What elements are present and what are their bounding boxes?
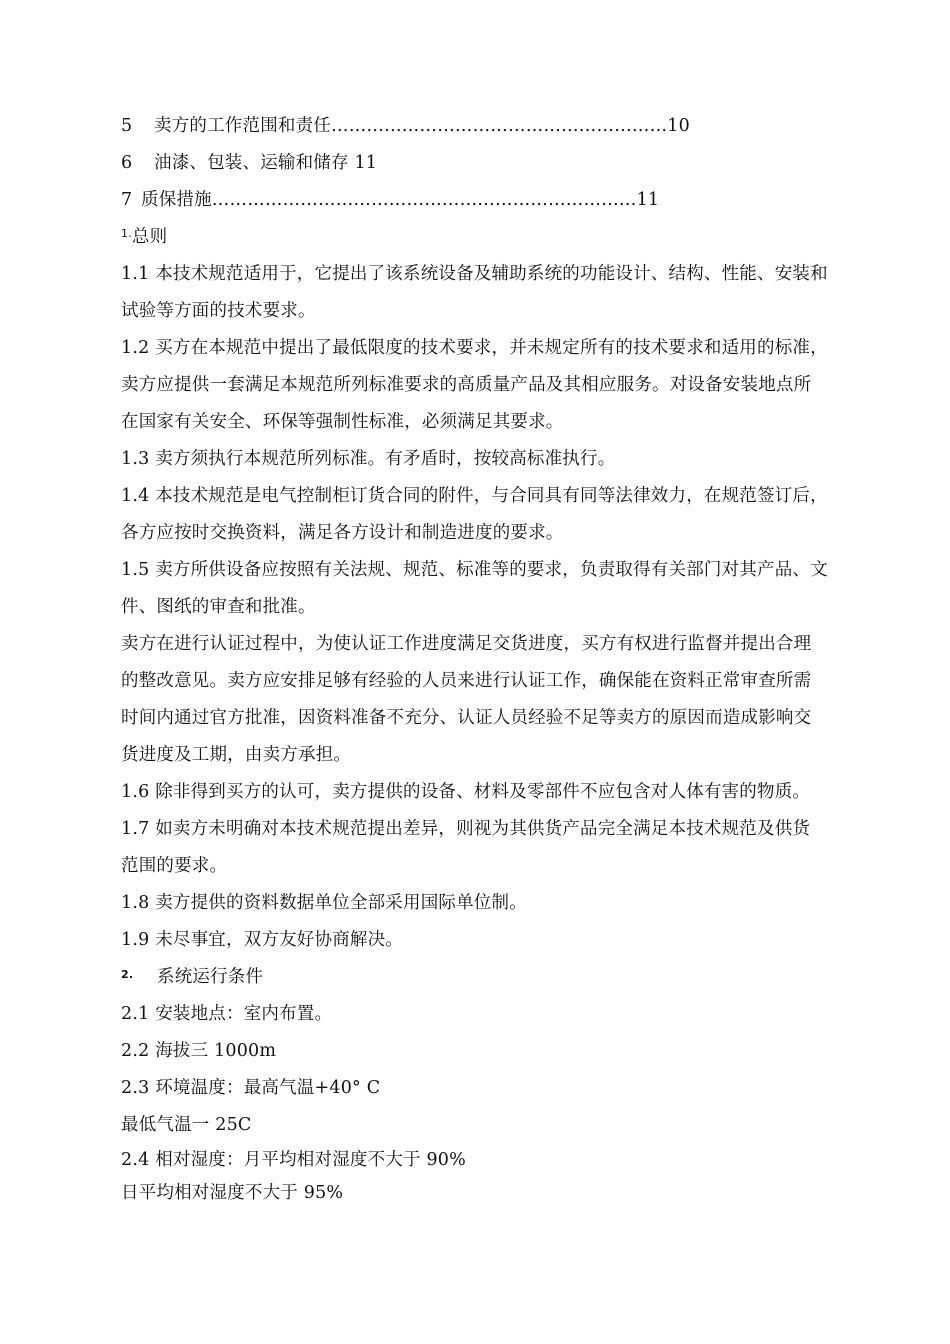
section-title: 系统运行条件 <box>157 967 264 987</box>
paragraph-certification <box>121 626 889 774</box>
toc-entry-6[interactable] <box>121 145 889 182</box>
paragraph-line: 1.3 卖方须执行本规范所列标准。有矛盾时，按较高标准执行。 <box>121 449 616 469</box>
paragraph-line: 卖方应提供一套满足本规范所列标准要求的高质量产品及其相应服务。对设备安装地点所 <box>121 375 812 395</box>
paragraph-1-9 <box>121 922 889 959</box>
section-number: 1. <box>121 227 132 240</box>
section-1-heading <box>121 219 889 256</box>
paragraph-line: 范围的要求。 <box>121 856 228 876</box>
toc-text: 质保措施………………………………………………………………11 <box>141 190 660 210</box>
paragraph-line: 1.9 未尽事宜，双方友好协商解决。 <box>121 930 403 950</box>
paragraph-line: 货进度及工期，由卖方承担。 <box>121 745 352 765</box>
condition-line: 2.2 海拔三 1000m <box>121 1041 277 1061</box>
paragraph-line: 1.5 卖方所供设备应按照有关法规、规范、标准等的要求，负责取得有关部门对其产品、文 <box>121 560 828 580</box>
paragraph-1-4 <box>121 478 889 552</box>
paragraph-line: 在国家有关安全、环保等强制性标准，必须满足其要求。 <box>121 412 564 432</box>
section-title: 总则 <box>131 227 168 247</box>
paragraph-1-8 <box>121 885 889 922</box>
paragraph-line: 时间内通过官方批准，因资料准备不充分、认证人员经验不足等卖方的原因而造成影响交 <box>121 708 812 728</box>
paragraph-1-6 <box>121 774 889 811</box>
toc-number: 5 <box>121 116 133 136</box>
paragraph-line: 的整改意见。卖方应安排足够有经验的人员来进行认证工作，确保能在资料正常审查所需 <box>121 671 812 691</box>
paragraph-line: 1.7 如卖方未明确对本技术规范提出差异，则视为其供货产品完全满足本技术规范及供货 <box>121 819 811 839</box>
section-2-heading <box>121 959 889 996</box>
paragraph-line: 卖方在进行认证过程中，为使认证工作进度满足交货进度，买方有权进行监督并提出合理 <box>121 634 812 654</box>
paragraph-1-2 <box>121 330 889 441</box>
paragraph-1-5 <box>121 552 889 626</box>
paragraph-line: 各方应按时交换资料，满足各方设计和制造进度的要求。 <box>121 523 564 543</box>
section-2-body <box>121 996 889 1210</box>
paragraph-line: 试验等方面的技术要求。 <box>121 301 316 321</box>
paragraph-1-3 <box>121 441 889 478</box>
condition-line: 日平均相对湿度不大于 95% <box>121 1183 344 1203</box>
paragraph-line: 件、图纸的审查和批准。 <box>121 597 316 617</box>
document-page <box>121 108 889 1210</box>
toc-entry-7[interactable] <box>121 182 889 219</box>
toc-entry-5[interactable] <box>121 108 889 145</box>
paragraph-1-1 <box>121 256 889 330</box>
toc-number: 7 <box>121 190 133 210</box>
condition-line: 2.3 环境温度：最高气温+40° C <box>121 1078 381 1098</box>
paragraph-line: 1.2 买方在本规范中提出了最低限度的技术要求，并未规定所有的技术要求和适用的标准， <box>121 338 828 358</box>
paragraph-line: 1.6 除非得到买方的认可，卖方提供的设备、材料及零部件不应包含对人体有害的物质。 <box>121 782 811 802</box>
condition-line: 2.4 相对湿度：月平均相对湿度不大于 90% <box>121 1150 466 1170</box>
toc-text: 卖方的工作范围和责任…………………………………………………10 <box>154 116 690 136</box>
paragraph-line: 1.1 本技术规范适用于，它提出了该系统设备及辅助系统的功能设计、结构、性能、安装和 <box>121 264 828 284</box>
condition-line: 2.1 安装地点：室内布置。 <box>121 1004 333 1024</box>
toc-number: 6 <box>121 153 133 173</box>
paragraph-line: 1.8 卖方提供的资料数据单位全部采用国际单位制。 <box>121 893 527 913</box>
paragraph-line: 1.4 本技术规范是电气控制柜订货合同的附件，与合同具有同等法律效力，在规范签订后， <box>121 486 828 506</box>
paragraph-1-7 <box>121 811 889 885</box>
condition-line: 最低气温一 25C <box>121 1115 252 1135</box>
section-number: 2. <box>121 968 134 981</box>
toc-text: 油漆、包装、运输和储存 11 <box>154 153 378 173</box>
